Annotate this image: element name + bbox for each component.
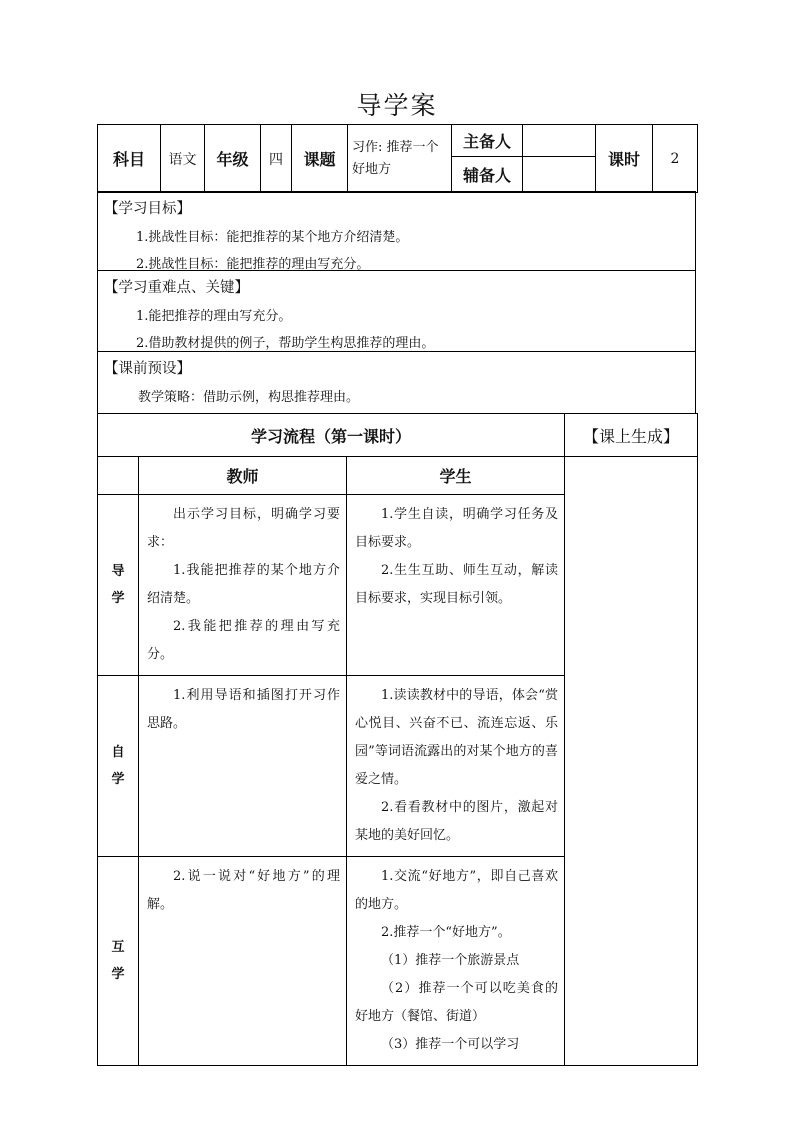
student-column-header: 学生 xyxy=(347,457,565,495)
teacher-cell-self-study xyxy=(139,676,347,857)
topic-label: 课题 xyxy=(292,125,348,193)
stage-self-study: 自 学 xyxy=(98,676,139,857)
pre-class-heading: 【课前预设】 xyxy=(104,361,191,377)
learning-goals-section xyxy=(97,191,696,271)
student-text: 1.读读教材中的导语，体会“赏心悦目、兴奋不已、流连忘返、乐园”等词语流露出的对某个地方的喜爱之情。 xyxy=(355,688,558,787)
student-text: 2.推荐一个“好地方”。 xyxy=(381,925,511,940)
subject-value: 语文 xyxy=(161,125,205,193)
teacher-text: 2.我能把推荐的理由写充分。 xyxy=(147,619,340,662)
assist-preparer-label: 辅备人 xyxy=(452,157,523,193)
period-label: 课时 xyxy=(596,125,653,193)
learning-goals-heading: 【学习目标】 xyxy=(104,201,191,217)
student-text: 1.学生自读，明确学习任务及目标要求。 xyxy=(355,507,558,550)
student-text: （2）推荐一个可以吃美食的好地方（餐馆、街道） xyxy=(355,981,558,1024)
period-value: 2 xyxy=(653,125,698,193)
class-generated-cell xyxy=(565,457,698,1066)
student-text: 2.生生互助、师生互动，解读目标要求，实现目标引领。 xyxy=(355,563,558,606)
learning-goal-item: 2.挑战性目标：能把推荐的理由写充分。 xyxy=(136,257,370,272)
main-preparer-value xyxy=(523,125,596,157)
student-text: （1）推荐一个旅游景点 xyxy=(381,953,520,968)
document-title: 导学案 xyxy=(356,91,438,120)
student-cell-self-study xyxy=(347,676,565,857)
teacher-column-header: 教师 xyxy=(139,457,347,495)
student-cell-mutual-study xyxy=(347,857,565,1066)
teacher-text: 1.利用导语和插图打开习作思路。 xyxy=(147,688,340,731)
stage-mutual-study: 互 学 xyxy=(98,857,139,1066)
grade-value: 四 xyxy=(261,125,292,193)
key-point-item: 1.能把推荐的理由写充分。 xyxy=(136,309,292,324)
learning-flow-table xyxy=(97,413,698,1066)
topic-value: 习作: 推荐一个好地方 xyxy=(348,125,452,193)
key-point-item: 2.借助教材提供的例子，帮助学生构思推荐的理由。 xyxy=(136,336,435,351)
learning-goal-item: 1.挑战性目标：能把推荐的某个地方介绍清楚。 xyxy=(136,230,409,245)
subject-label: 科目 xyxy=(98,125,161,193)
teacher-text: 出示学习目标，明确学习要求： xyxy=(147,507,340,550)
teacher-cell-mutual-study xyxy=(139,857,347,1066)
student-cell-guide xyxy=(347,495,565,676)
stage-header-blank xyxy=(98,457,139,495)
teacher-text: 1.我能把推荐的某个地方介绍清楚。 xyxy=(147,563,340,606)
student-text: 2.看看教材中的图片，激起对某地的美好回忆。 xyxy=(355,800,558,843)
pre-class-section xyxy=(97,351,696,414)
student-text: 1.交流“好地方”，即自己喜欢的地方。 xyxy=(355,869,558,912)
teacher-text: 2.说一说对“好地方”的理解。 xyxy=(147,869,340,912)
flow-title: 学习流程（第一课时） xyxy=(98,414,565,457)
main-preparer-label: 主备人 xyxy=(452,125,523,157)
stage-guide: 导 学 xyxy=(98,495,139,676)
pre-class-item: 教学策略：借助示例，构思推荐理由。 xyxy=(138,390,360,405)
grade-label: 年级 xyxy=(205,125,261,193)
class-generated-label: 【课上生成】 xyxy=(565,414,698,457)
assist-preparer-value xyxy=(523,157,596,193)
teacher-cell-guide xyxy=(139,495,347,676)
header-table xyxy=(97,124,698,193)
key-points-section xyxy=(97,270,696,352)
student-text: （3）推荐一个可以学习 xyxy=(381,1037,520,1052)
key-points-heading: 【学习重难点、关键】 xyxy=(104,280,249,296)
